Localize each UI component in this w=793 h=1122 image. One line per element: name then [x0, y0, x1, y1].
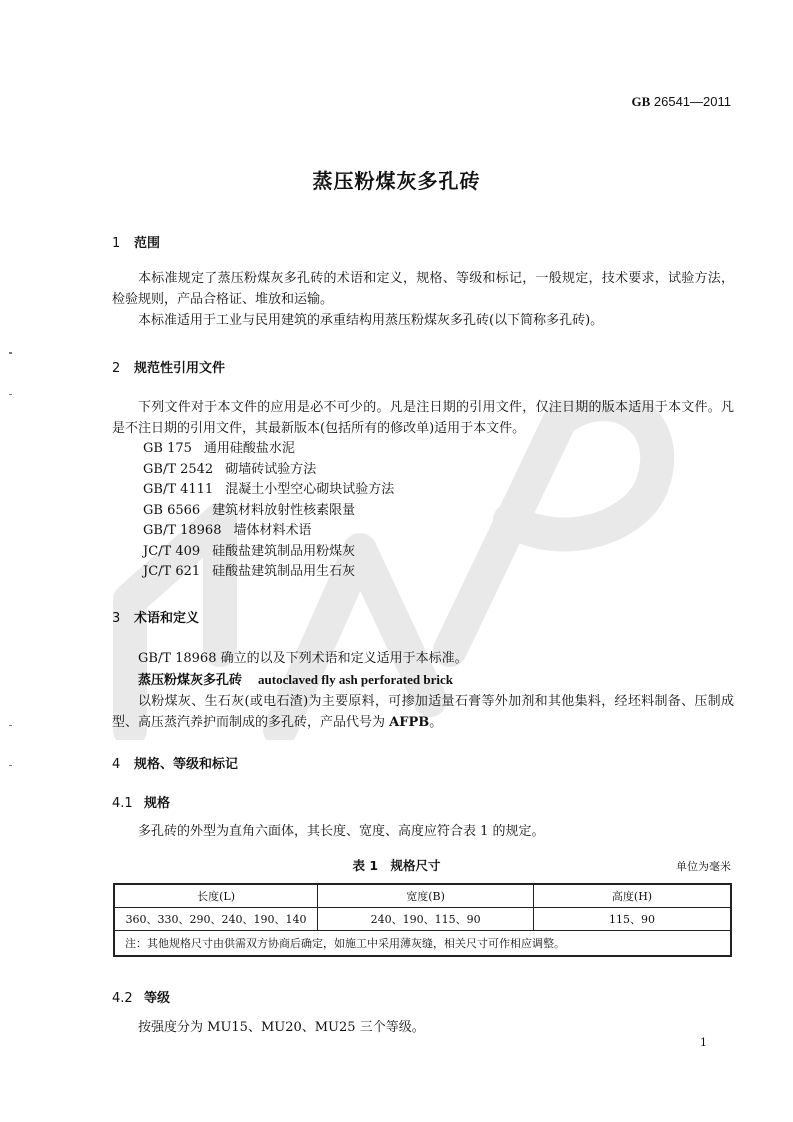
term-english: autoclaved fly ash perforated brick: [258, 672, 453, 687]
page-number: 1: [700, 1036, 707, 1049]
section-heading-1: [112, 232, 160, 251]
margin-mark: [9, 352, 12, 354]
standard-number: [631, 94, 731, 110]
section-title: 范围: [134, 236, 161, 251]
spec-size-table: [113, 883, 732, 957]
column-header-width: 宽度(B): [318, 884, 534, 908]
section-heading-4-1: [112, 792, 170, 811]
product-code: AFPB: [389, 715, 430, 730]
table-header-row: [114, 884, 731, 908]
table-note-row: [114, 931, 731, 957]
reference-item: [143, 521, 394, 542]
cell-width: 240、190、115、90: [318, 908, 534, 931]
paragraph: 下列文件对于本文件的应用是必不可少的。凡是注日期的引用文件，仅注日期的版本适用于本文件。凡是不注日期的引用文件，其最新版本(包括所有的修改单)适用于本文件。: [112, 400, 734, 436]
section-heading-4: [112, 753, 238, 772]
section-number: 4: [112, 757, 121, 772]
reference-item: [143, 460, 394, 481]
column-header-height: 高度(H): [534, 884, 731, 908]
normative-references-list: [143, 439, 394, 583]
reference-item: [143, 542, 394, 563]
margin-mark: [9, 725, 12, 726]
section-2-intro: [112, 397, 734, 439]
reference-code: GB/T 4111: [143, 482, 214, 497]
paragraph: 多孔砖的外型为直角六面体，其长度、宽度、高度应符合表 1 的规定。: [138, 824, 545, 839]
reference-code: GB 6566: [143, 502, 201, 518]
reference-item: [143, 562, 394, 583]
section-title: 规格: [144, 796, 171, 811]
paragraph: 按强度分为 MU15、MU20、MU25 三个等级。: [138, 1020, 425, 1035]
reference-title: 建筑材料放射性核素限量: [212, 502, 356, 518]
term-chinese: 蒸压粉煤灰多孔砖: [138, 673, 243, 688]
standard-code: 26541—2011: [653, 94, 731, 109]
paragraph: GB/T 18968 确立的以及下列术语和定义适用于本标准。: [138, 651, 468, 666]
reference-item: [143, 439, 394, 460]
section-1-body: [112, 268, 734, 331]
section-heading-4-2: [112, 987, 170, 1006]
section-number: 2: [112, 361, 121, 376]
section-3-body: [112, 648, 734, 733]
section-number: 4.1: [112, 796, 133, 811]
reference-title: 砌墙砖试验方法: [225, 461, 317, 477]
paragraph: 本标准适用于工业与民用建筑的承重结构用蒸压粉煤灰多孔砖(以下简称多孔砖)。: [138, 313, 604, 328]
reference-code: GB 175: [143, 441, 192, 456]
reference-title: 混凝土小型空心砌块试验方法: [225, 482, 395, 497]
reference-code: GB/T 2542: [143, 461, 214, 477]
margin-mark: [9, 765, 12, 766]
table-unit: 单位为毫米: [676, 860, 731, 873]
reference-title: 硅酸盐建筑制品用生石灰: [212, 564, 356, 579]
section-4-2-body: [112, 1017, 734, 1038]
table-note: 注：其他规格尺寸由供需双方协商后确定，如施工中采用薄灰缝，相关尺寸可作相应调整。: [114, 931, 731, 957]
term-entry: [112, 669, 734, 691]
reference-code: JC/T 409: [143, 543, 201, 559]
cell-length: 360、330、290、240、190、140: [114, 908, 318, 931]
section-heading-3: [112, 607, 199, 626]
margin-mark: [9, 394, 12, 395]
definition-end: 。: [429, 715, 443, 730]
reference-item: [143, 501, 394, 522]
reference-item: [143, 480, 394, 501]
definition-text: 以粉煤灰、生石灰(或电石渣)为主要原料，可掺加适量石膏等外加剂和其他集料，经坯料制备、压制成型、高压蒸汽养护而制成的多孔砖，产品代号为: [112, 694, 734, 730]
section-number: 4.2: [112, 991, 133, 1006]
paragraph: 本标准规定了蒸压粉煤灰多孔砖的术语和定义，规格、等级和标记，一般规定，技术要求，试验方法，检验规则，产品合格证、堆放和运输。: [112, 271, 734, 307]
reference-code: GB/T 18968: [143, 523, 222, 538]
section-title: 术语和定义: [134, 611, 200, 626]
term-definition: [112, 691, 734, 733]
reference-title: 通用硅酸盐水泥: [203, 441, 295, 456]
section-title: 等级: [144, 991, 171, 1006]
document-title: 蒸压粉煤灰多孔砖: [312, 169, 481, 193]
reference-title: 硅酸盐建筑制品用粉煤灰: [212, 543, 356, 559]
section-number: 1: [112, 236, 121, 251]
section-title: 规格、等级和标记: [134, 757, 239, 772]
section-4-1-body: [112, 821, 734, 842]
cell-height: 115、90: [534, 908, 731, 931]
reference-code: JC/T 621: [143, 564, 201, 579]
table-row: [114, 908, 731, 931]
section-title: 规范性引用文件: [134, 361, 226, 376]
reference-title: 墙体材料术语: [233, 523, 312, 538]
section-number: 3: [112, 611, 121, 626]
column-header-length: 长度(L): [114, 884, 318, 908]
table-caption: 表 1 规格尺寸: [352, 858, 441, 873]
section-heading-2: [112, 357, 225, 376]
standard-prefix: GB: [631, 94, 651, 109]
